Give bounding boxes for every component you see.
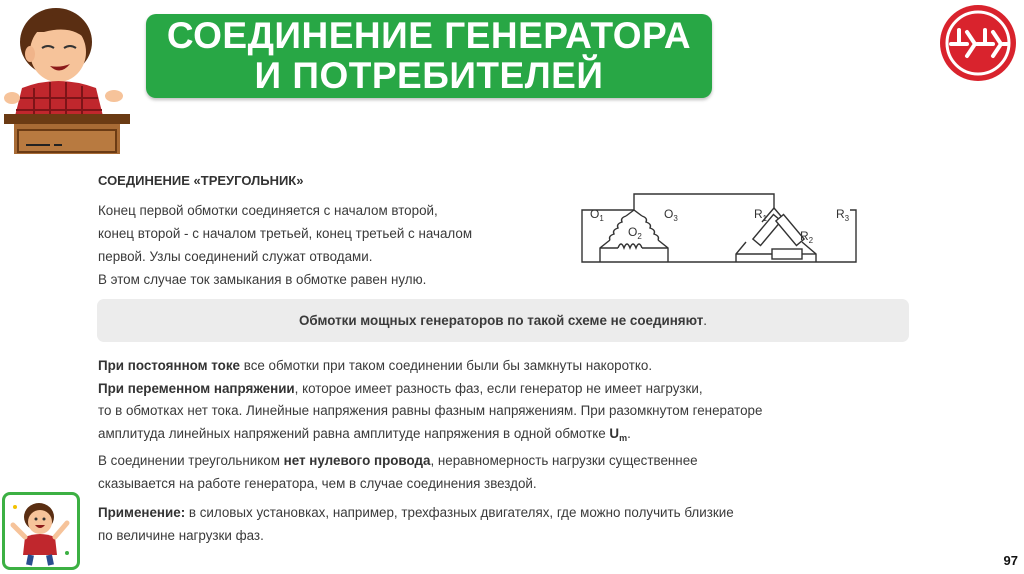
mascot-cheering-image (2, 492, 80, 570)
label-o3: $O_3$ (664, 207, 678, 223)
intro-line: конец второй - с началом третьей, конец третьей с началом (98, 226, 473, 241)
logo-icon (937, 2, 1019, 84)
intro-line: Конец первой обмотки соединяется с началом второй, (98, 203, 438, 218)
delta-connection-schematic (578, 186, 860, 270)
bold-term: нет нулевого провода (283, 453, 431, 468)
page-title: СОЕДИНЕНИЕ ГЕНЕРАТОРА И ПОТРЕБИТЕЛЕЙ (166, 15, 692, 96)
mascot-lecturer-image (4, 2, 134, 154)
section-heading: СОЕДИНЕНИЕ «ТРЕУГОЛЬНИК» (98, 173, 304, 188)
note-text: Обмотки мощных генераторов по такой схеме не соединяют. (299, 313, 707, 328)
bold-term: При переменном напряжении (98, 380, 295, 396)
paragraph-current-types: При постоянном токе все обмотки при таком соединении были бы замкнуты накоротко. При переменном напряжении, которое имеет разность фаз, если генератор не имеет нагрузки, то в обмотках нет тока. Линейные напряжения равны фазным напряжениям. При разомкнутом генераторе амплитуда линейных напряжений равна амплитуде напряжения в одной обмотке $U_m$. (98, 358, 763, 443)
paragraph-neutral-wire: В соединении треугольником нет нулевого провода, неравномерность нагрузки существеннее сказывается на работе генератора, чем в случае соединения звездой. (98, 453, 698, 491)
page-number: 97 (1003, 553, 1018, 568)
label-r1: $R_1$ (754, 207, 768, 223)
note-box (97, 299, 909, 342)
intro-line: первой. Узлы соединений служат отводами. (98, 249, 373, 264)
label-r2: $R_2$ (800, 229, 814, 245)
label-r3: $R_3$ (836, 207, 850, 223)
label-o2: $O_2$ (628, 225, 642, 241)
paragraph-application: Применение: в силовых установках, например, трехфазных двигателях, где можно получить близкие по величине нагрузки фаз. (98, 505, 734, 543)
bold-term: Применение: (98, 505, 186, 520)
label-o1: $O_1$ (590, 207, 604, 223)
intro-paragraph (98, 199, 568, 291)
intro-line: В этом случае ток замыкания в обмотке равен нулю. (98, 272, 427, 287)
bold-term: При постоянном токе (98, 358, 241, 373)
title-banner (146, 14, 712, 98)
voltage-symbol: $U_m$ (609, 425, 628, 443)
